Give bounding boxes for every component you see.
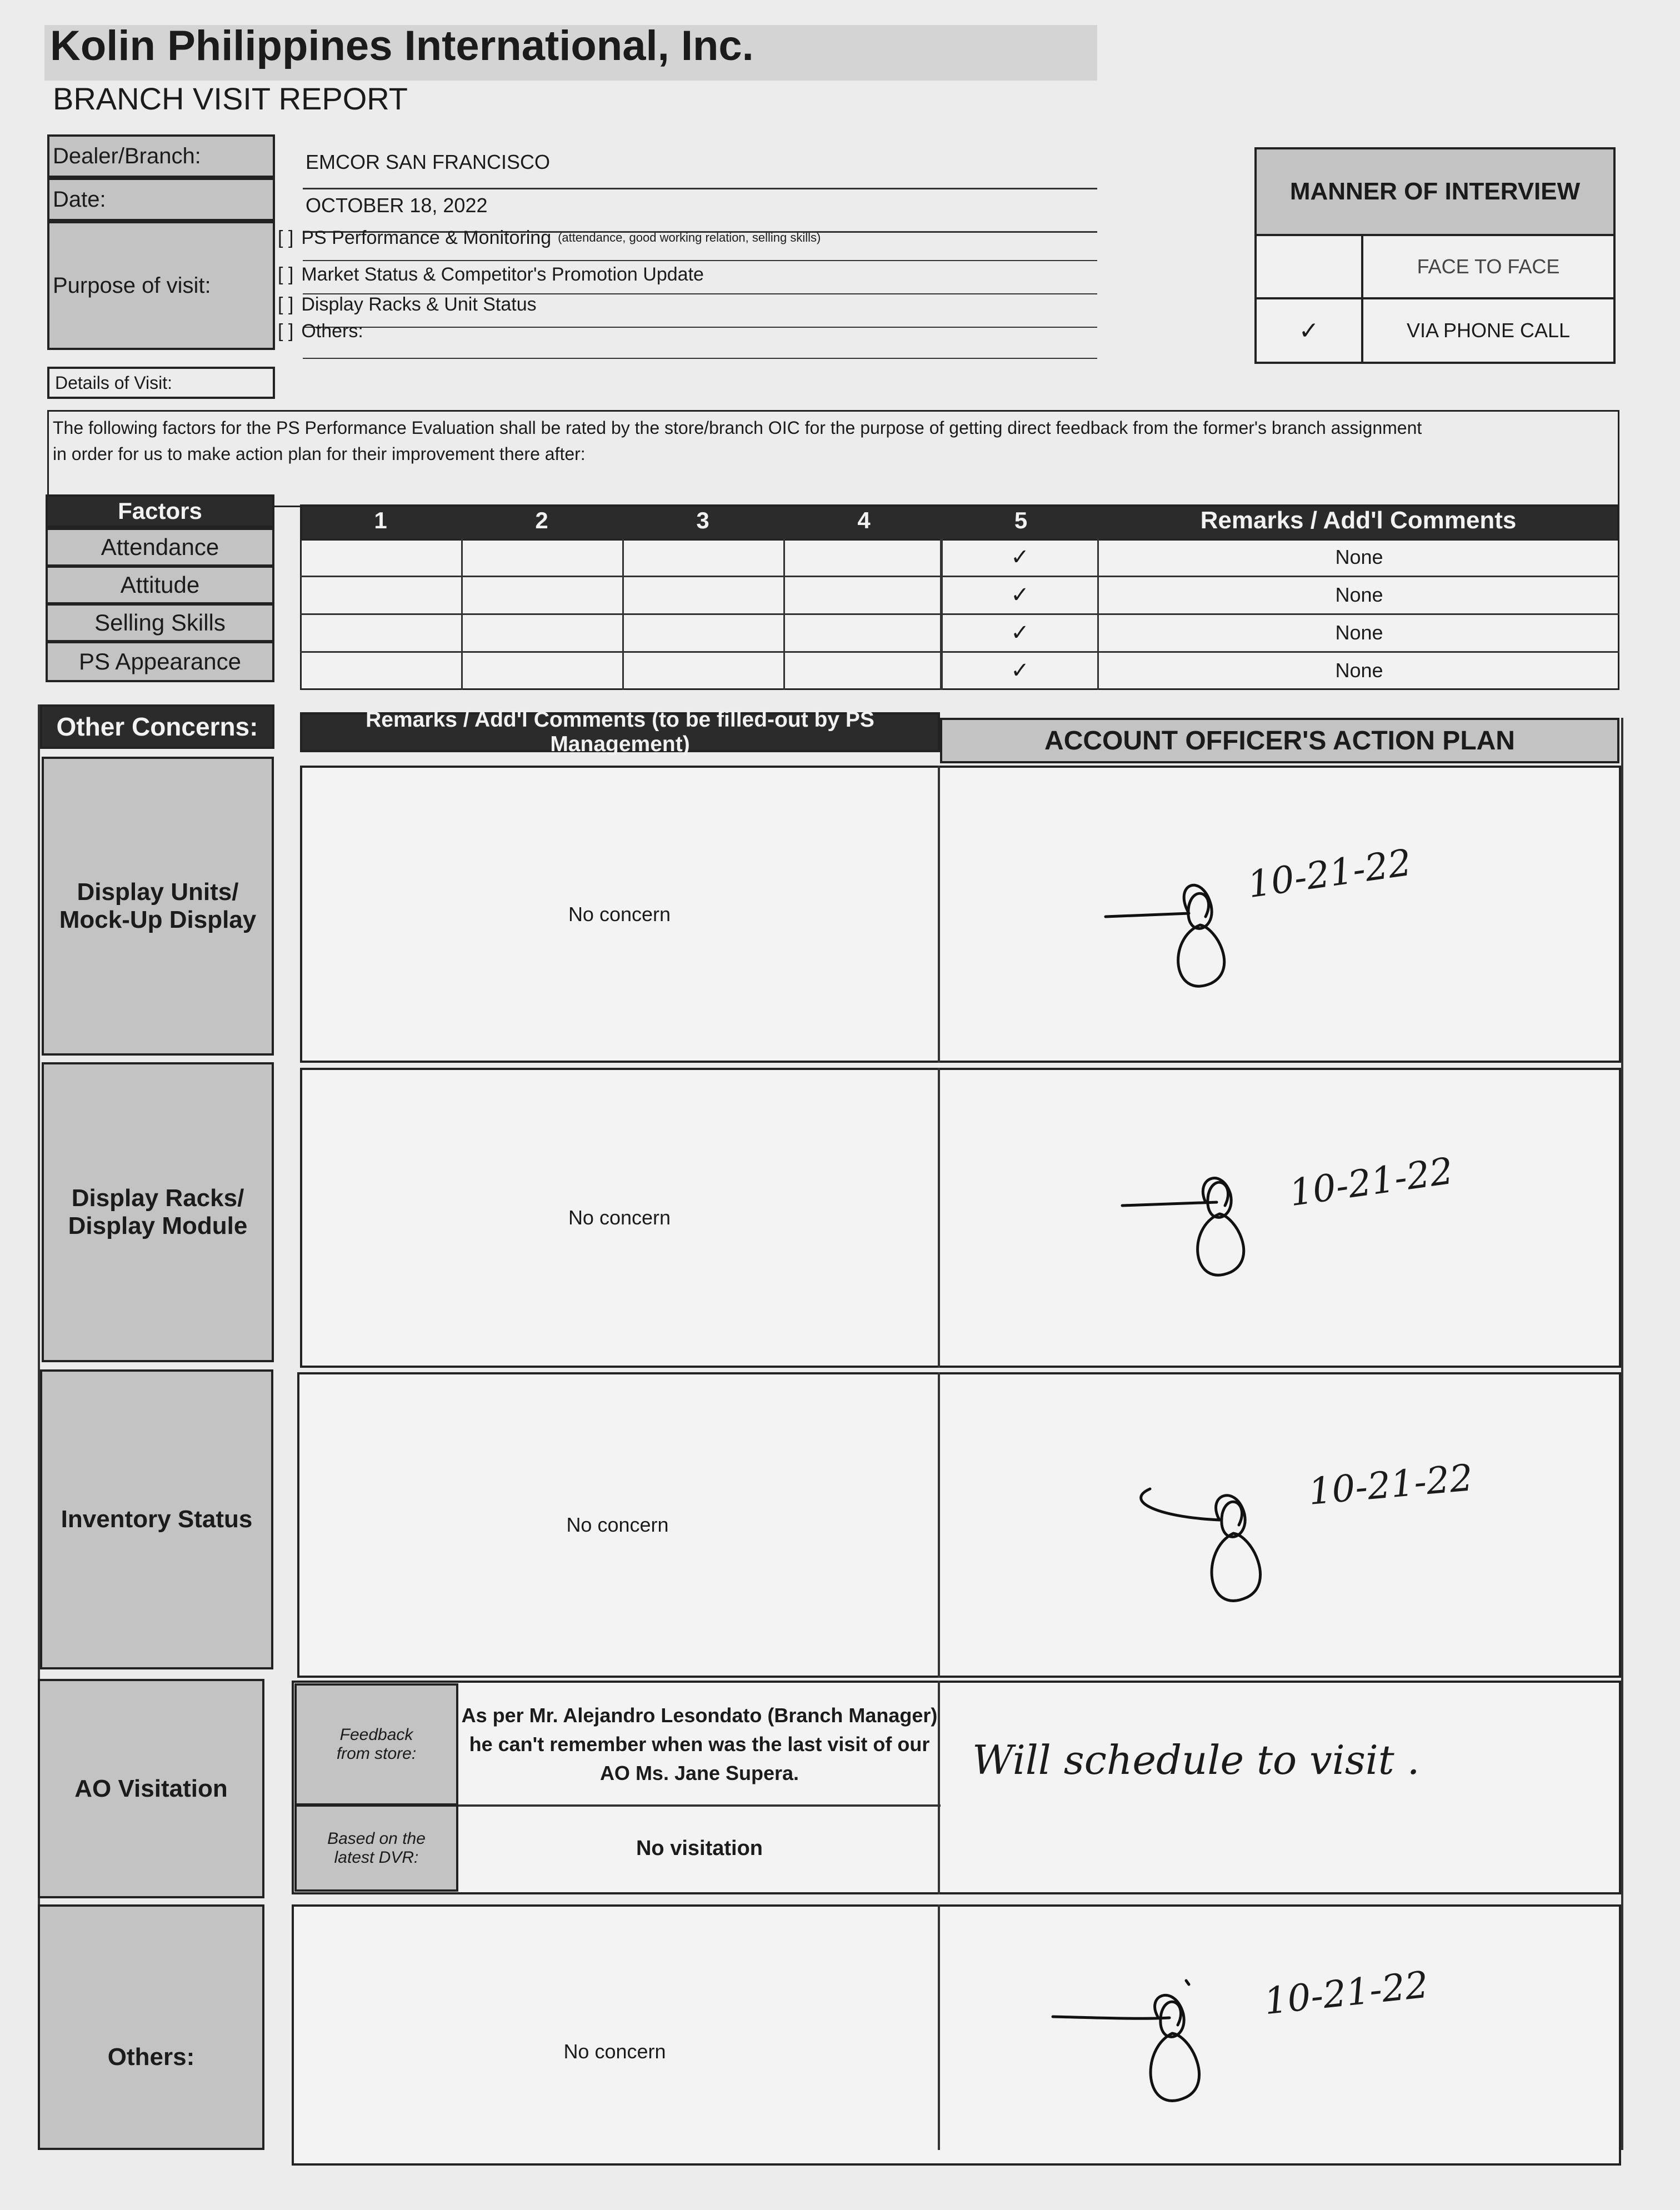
feedback-label-line2: from store: xyxy=(336,1744,417,1763)
purpose-note-1: (attendance, good working relation, selling skills) xyxy=(558,231,821,244)
date-label: Date: xyxy=(53,187,106,212)
dealer-label: Dealer/Branch: xyxy=(53,143,201,168)
manner-option-phone[interactable]: VIA PHONE CALL xyxy=(1361,297,1616,364)
feedback-text-line3: AO Ms. Jane Supera. xyxy=(599,1762,799,1785)
concern-label-1 xyxy=(42,757,274,1056)
signature-2 xyxy=(1122,1161,1267,1294)
signature-4 xyxy=(1053,1978,1219,2133)
action-date-3: 10-21-22 xyxy=(1307,1456,1475,1513)
purpose-option-2 xyxy=(278,259,704,290)
factor-ps-appearance: PS Appearance xyxy=(46,641,274,682)
concerns-remarks-header: Remarks / Add'l Comments (to be filled-out by PS Management) xyxy=(300,712,940,752)
purpose-label: Purpose of visit: xyxy=(53,273,211,298)
feedback-label xyxy=(294,1683,458,1806)
dvr-label-line2: latest DVR: xyxy=(334,1848,419,1867)
remark-appearance: None xyxy=(1335,659,1383,682)
action-plan-header: ACCOUNT OFFICER'S ACTION PLAN xyxy=(940,718,1619,763)
feedback-text xyxy=(461,1689,938,1800)
feedback-text-line1: As per Mr. Alejandro Lesondato (Branch Manager) xyxy=(461,1703,938,1727)
date-value: OCTOBER 18, 2022 xyxy=(306,194,488,217)
signature-1 xyxy=(1106,872,1250,1006)
action-date-4: 10-21-22 xyxy=(1262,1963,1431,2023)
concern-label-3: Inventory Status xyxy=(61,1506,253,1533)
details-label: Details of Visit: xyxy=(47,367,275,399)
manner-option-face[interactable]: FACE TO FACE xyxy=(1361,234,1616,299)
dvr-value: No visitation xyxy=(636,1836,763,1860)
purpose-text-2: Market Status & Competitor's Promotion Update xyxy=(301,263,704,285)
manner-title: MANNER OF INTERVIEW xyxy=(1254,147,1616,236)
purpose-option-4 xyxy=(278,316,363,347)
dvr-label-line1: Based on the xyxy=(327,1829,426,1848)
company-name: Kolin Philippines International, Inc. xyxy=(50,22,754,69)
concerns-outline-right xyxy=(1621,718,1623,2150)
factor-attitude: Attitude xyxy=(46,566,274,604)
purpose-text-4: Others: xyxy=(301,320,363,342)
rating-header-3: 3 xyxy=(696,507,709,533)
signature-3 xyxy=(1136,1478,1281,1633)
purpose-option-1 xyxy=(278,222,821,253)
evaluation-intro-line1: The following factors for the PS Performance Evaluation shall be rated by the store/branch OIC for the purpose of getting direct feedback from the former's branch assignment xyxy=(53,417,1422,438)
rating-5-check-appearance[interactable]: ✓ xyxy=(1011,658,1029,683)
remark-selling: None xyxy=(1335,621,1383,644)
rating-5-check-selling[interactable]: ✓ xyxy=(1011,620,1029,646)
dvr-label xyxy=(294,1804,458,1892)
concern-label-1-line2: Mock-Up Display xyxy=(59,906,257,933)
purpose-text-1: PS Performance & Monitoring xyxy=(301,227,552,248)
ao-action-text: Will schedule to visit . xyxy=(972,1736,1420,1783)
factors-header: Factors xyxy=(46,494,274,528)
remark-attitude: None xyxy=(1335,583,1383,606)
factor-selling-skills: Selling Skills xyxy=(46,603,274,642)
dealer-value: EMCOR SAN FRANCISCO xyxy=(306,151,551,173)
purpose-underline-3 xyxy=(303,327,1097,328)
ao-visitation-label: AO Visitation xyxy=(74,1774,228,1802)
action-date-1: 10-21-22 xyxy=(1245,841,1414,907)
concern-label-2-line2: Display Module xyxy=(68,1212,248,1239)
concern-label-2 xyxy=(42,1062,274,1362)
rating-header-4: 4 xyxy=(857,507,871,533)
purpose-checkbox-2[interactable]: [ ] xyxy=(278,263,294,285)
purpose-underline-4 xyxy=(303,358,1097,359)
concern-remark-2: No concern xyxy=(568,1206,671,1229)
action-date-2: 10-21-22 xyxy=(1287,1149,1456,1215)
feedback-text-line2: he can't remember when was the last visit of our xyxy=(469,1732,930,1756)
purpose-text-3: Display Racks & Unit Status xyxy=(301,293,537,315)
concern-remark-1: No concern xyxy=(568,902,671,926)
concern-label-2-line1: Display Racks/ xyxy=(71,1184,244,1212)
report-title: BRANCH VISIT REPORT xyxy=(53,81,408,116)
rating-header-1: 1 xyxy=(374,507,387,533)
remark-attendance: None xyxy=(1335,546,1383,568)
purpose-checkbox-1[interactable]: [ ] xyxy=(278,227,294,248)
concern-remark-3: No concern xyxy=(566,1513,669,1536)
purpose-checkbox-4[interactable]: [ ] xyxy=(278,320,294,342)
rating-header-2: 2 xyxy=(535,507,548,533)
others-label: Others: xyxy=(107,2043,195,2071)
rating-5-check-attendance[interactable]: ✓ xyxy=(1011,544,1029,570)
evaluation-intro-line2: in order for us to make action plan for their improvement there after: xyxy=(53,444,586,464)
remarks-header: Remarks / Add'l Comments xyxy=(1200,507,1517,534)
factor-attendance: Attendance xyxy=(46,528,274,567)
manner-mark-cell-1 xyxy=(1254,234,1363,299)
feedback-label-line1: Feedback xyxy=(339,1726,413,1744)
rating-5-check-attitude[interactable]: ✓ xyxy=(1011,582,1029,608)
concern-label-1-line1: Display Units/ xyxy=(77,878,239,906)
manner-mark-phone[interactable]: ✓ xyxy=(1254,297,1363,364)
concerns-header: Other Concerns: xyxy=(40,704,274,749)
purpose-checkbox-3[interactable]: [ ] xyxy=(278,293,294,315)
others-remark: No concern xyxy=(563,2040,666,2063)
rating-header-5: 5 xyxy=(1014,507,1028,533)
